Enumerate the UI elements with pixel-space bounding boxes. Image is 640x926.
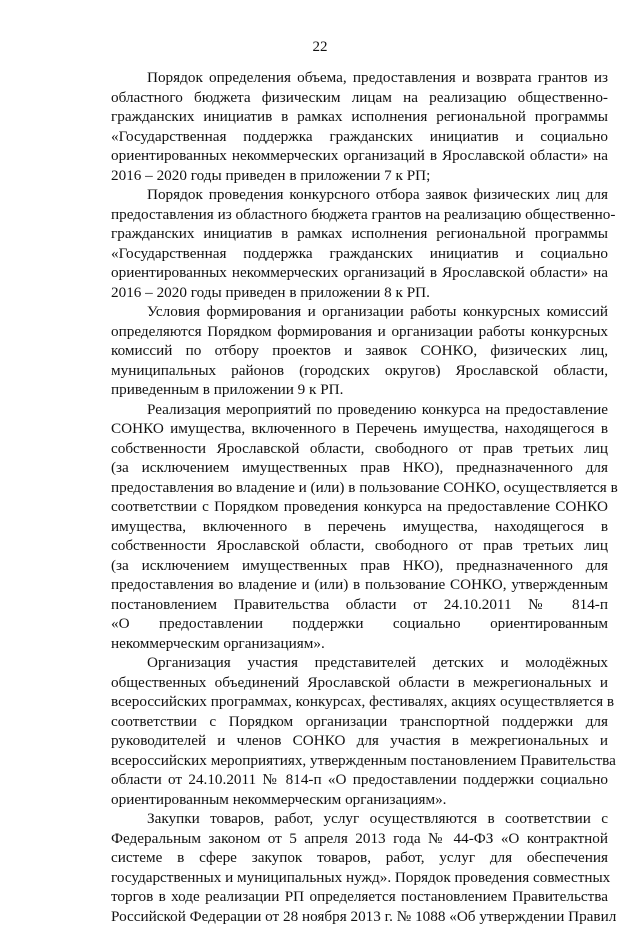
text-line: Условия формирования и организации работы конкурсных комиссий bbox=[111, 302, 608, 322]
text-line: Реализация мероприятий по проведению конкурса на предоставление bbox=[111, 400, 608, 420]
text-line: «Государственная поддержка гражданских инициатив и социально bbox=[111, 244, 608, 264]
text-line: (за исключением имущественных прав НКО), предназначенного для bbox=[111, 556, 608, 576]
text-line: соответствии с Порядком организации транспортной поддержки для bbox=[111, 712, 608, 732]
text-line: 2016 – 2020 годы приведен в приложении 7 к РП; bbox=[111, 166, 608, 186]
body-text bbox=[111, 68, 608, 926]
text-line: постановлением Правительства области от 24.10.2011 № 814-п bbox=[111, 595, 608, 615]
text-line: ориентированных некоммерческих организаций в Ярославской области» на bbox=[111, 146, 608, 166]
text-line: комиссий по отбору проектов и заявок СОНКО, физических лиц, bbox=[111, 341, 608, 361]
text-line: предоставления во владение и (или) в пользование СОНКО, осуществляется в bbox=[111, 478, 608, 498]
text-line: гражданских инициатив в рамках исполнения региональной программы bbox=[111, 224, 608, 244]
text-line: Порядок проведения конкурсного отбора заявок физических лиц для bbox=[111, 185, 608, 205]
text-line: собственности Ярославской области, свободного от прав третьих лиц bbox=[111, 439, 608, 459]
text-line: Российской Федерации от 28 ноября 2013 г. № 1088 «Об утверждении Правил bbox=[111, 907, 608, 926]
text-line: муниципальных районов (городских округов) Ярославской области, bbox=[111, 361, 608, 381]
text-line: (за исключением имущественных прав НКО), предназначенного для bbox=[111, 458, 608, 478]
text-line: имущества, включенного в перечень имущества, находящегося в bbox=[111, 517, 608, 537]
text-line: Организация участия представителей детских и молодёжных bbox=[111, 653, 608, 673]
text-line: «О предоставлении поддержки социально ориентированным bbox=[111, 614, 608, 634]
text-line: соответствии с Порядком проведения конкурса на предоставление СОНКО bbox=[111, 497, 608, 517]
text-line: 2016 – 2020 годы приведен в приложении 8 к РП. bbox=[111, 283, 608, 303]
text-line: торгов в ходе реализации РП определяется постановлением Правительства bbox=[111, 887, 608, 907]
text-line: областного бюджета физическим лицам на реализацию общественно- bbox=[111, 88, 608, 108]
text-line: ориентированных некоммерческих организаций в Ярославской области» на bbox=[111, 263, 608, 283]
text-line: ориентированным некоммерческим организациям». bbox=[111, 790, 608, 810]
text-line: всероссийских мероприятиях, утвержденным постановлением Правительства bbox=[111, 751, 608, 771]
text-line: СОНКО имущества, включенного в Перечень имущества, находящегося в bbox=[111, 419, 608, 439]
text-line: предоставления во владение и (или) в пользование СОНКО, утвержденным bbox=[111, 575, 608, 595]
text-line: области от 24.10.2011 № 814-п «О предоставлении поддержки социально bbox=[111, 770, 608, 790]
text-line: государственных и муниципальных нужд». Порядок проведения совместных bbox=[111, 868, 608, 888]
text-line: Порядок определения объема, предоставления и возврата грантов из bbox=[111, 68, 608, 88]
text-line: всероссийских программах, конкурсах, фестивалях, акциях осуществляется в bbox=[111, 692, 608, 712]
text-line: определяются Порядком формирования и организации работы конкурсных bbox=[111, 322, 608, 342]
text-line: приведенным в приложении 9 к РП. bbox=[111, 380, 608, 400]
text-line: системе в сфере закупок товаров, работ, услуг для обеспечения bbox=[111, 848, 608, 868]
text-line: предоставления из областного бюджета грантов на реализацию общественно- bbox=[111, 205, 608, 225]
text-line: общественных объединений Ярославской области в межрегиональных и bbox=[111, 673, 608, 693]
text-line: Закупки товаров, работ, услуг осуществляются в соответствии с bbox=[111, 809, 608, 829]
text-line: гражданских инициатив в рамках исполнения региональной программы bbox=[111, 107, 608, 127]
text-line: Федеральным законом от 5 апреля 2013 года № 44-ФЗ «О контрактной bbox=[111, 829, 608, 849]
text-line: некоммерческим организациям». bbox=[111, 634, 608, 654]
text-line: «Государственная поддержка гражданских инициатив и социально bbox=[111, 127, 608, 147]
text-line: собственности Ярославской области, свободного от прав третьих лиц bbox=[111, 536, 608, 556]
text-line: руководителей и членов СОНКО для участия в межрегиональных и bbox=[111, 731, 608, 751]
page-number: 22 bbox=[0, 38, 640, 56]
